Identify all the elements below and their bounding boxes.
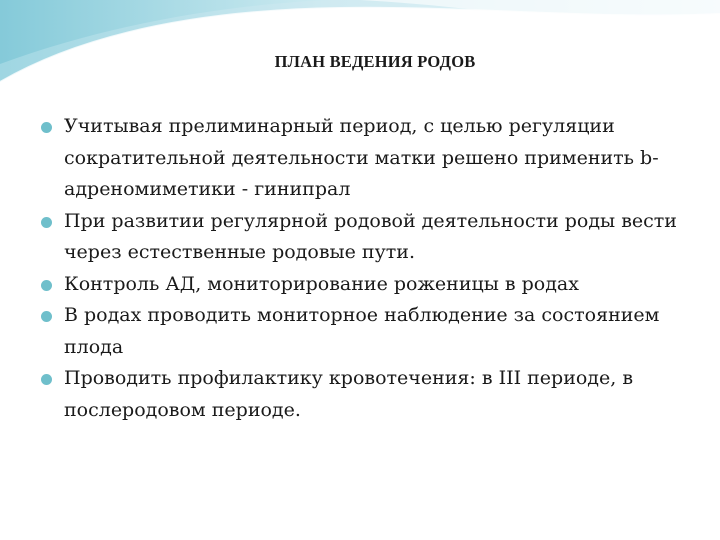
list-item-text: При развитии регулярной родовой деятельности роды вести через естественные родовые пути. [64,209,677,263]
list-item-text: Учитывая прелиминарный период, с целью регуляции сократительной деятельности матки решено применить b-адреномиметики - гинипрал [64,115,659,200]
bullet-list [20,111,700,426]
bullet-icon [41,280,52,291]
list-item [20,300,700,363]
bullet-icon [41,122,52,133]
list-item-text: В родах проводить мониторное наблюдение за состоянием плода [64,304,660,358]
list-item-text: Контроль АД, мониторирование роженицы в родах [64,272,579,295]
bullet-icon [41,217,52,228]
list-item [20,206,700,269]
bullet-icon [41,374,52,385]
list-item [20,269,700,301]
slide-title: ПЛАН ВЕДЕНИЯ РОДОВ [274,52,476,71]
list-item-text: Проводить профилактику кровотечения: в III периоде, в послеродовом периоде. [64,367,634,421]
list-item [20,111,700,206]
bullet-icon [41,311,52,322]
list-item [20,363,700,426]
